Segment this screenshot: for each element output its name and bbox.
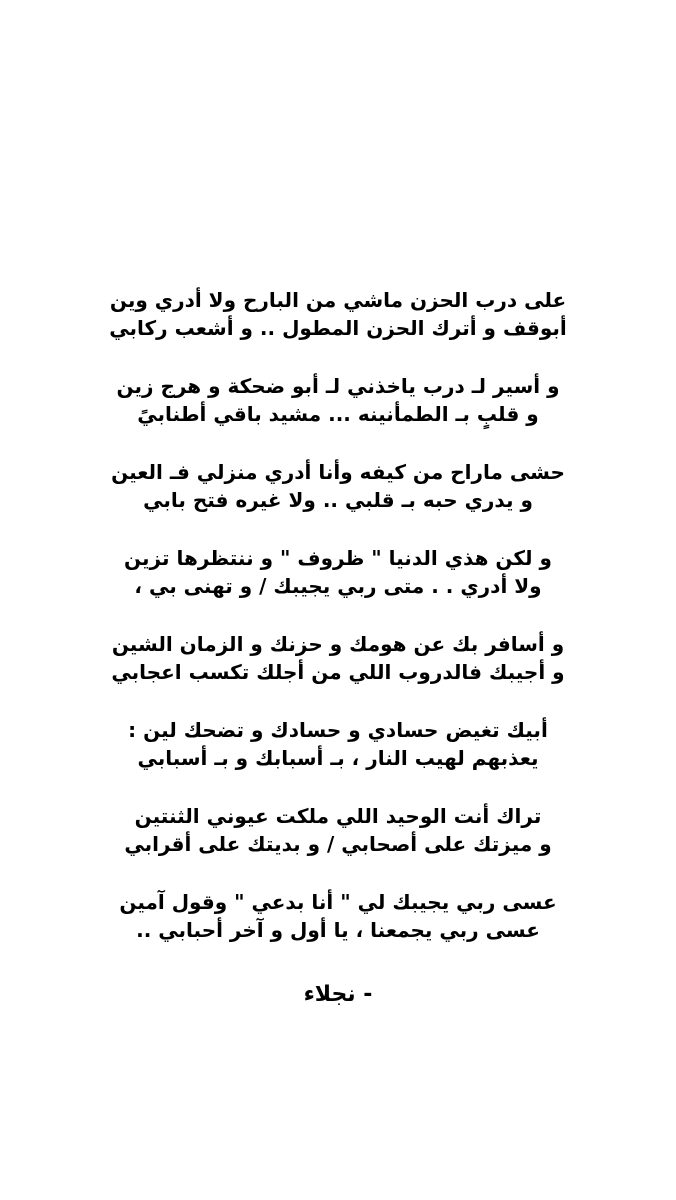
poem-line: أبوقف و أترك الحزن المطول .. و أشعب ركابي: [109, 316, 567, 340]
stanza: [50, 458, 626, 514]
stanza: [50, 544, 626, 600]
stanza: [50, 888, 626, 944]
stanza: [50, 630, 626, 686]
poem-line: تراك أنت الوحيد اللي ملكت عيوني الثنتين: [134, 804, 542, 828]
stanza: [50, 802, 626, 858]
poem-line: يعذبهم لهيب النار ، بـ أسبابك و بـ أسبابي: [137, 746, 539, 770]
poem-line: على درب الحزن ماشي من البارح ولا أدري وين: [109, 288, 567, 312]
poem-line: عسى ربي يجمعنا ، يا أول و آخر أحبابي ..: [136, 918, 540, 942]
poem-line: و لكن هذي الدنيا " ظروف " و ننتظرها تزين: [124, 546, 552, 570]
poem: [50, 286, 626, 974]
poem-line: و أسير لـ درب ياخذني لـ أبو ضحكة و هرج زين: [116, 374, 560, 398]
poem-line: ولا أدري . . متى ربي يجيبك / و تهنى بي ،: [134, 574, 542, 598]
poem-line: حشى ماراح من كيفه وأنا أدري منزلي فـ العين: [111, 460, 565, 484]
poem-line: و ميزتك على أصحابي / و بديتك على أقرابي: [124, 832, 552, 856]
author-signature: - نجلاء: [303, 982, 373, 1007]
poem-line: و أجيبك فالدروب اللي من أجلك تكسب اعجابي: [111, 660, 565, 684]
poem-line: عسى ربي يجيبك لي " أنا بدعي " وقول آمين: [119, 890, 557, 914]
stanza: [50, 286, 626, 342]
poem-line: و قلبٍ بـ الطمأنينه ... مشيد باقي أطنابيً: [137, 402, 539, 426]
stanza: [50, 372, 626, 428]
stanza: [50, 716, 626, 772]
poem-line: و يدري حبه بـ قلبي .. ولا غيره فتح بابي: [143, 488, 533, 512]
poem-line: أبيك تغيض حسادي و حسادك و تضحك لين :: [128, 718, 548, 742]
poem-line: و أسافر بك عن هومك و حزنك و الزمان الشين: [111, 632, 565, 656]
